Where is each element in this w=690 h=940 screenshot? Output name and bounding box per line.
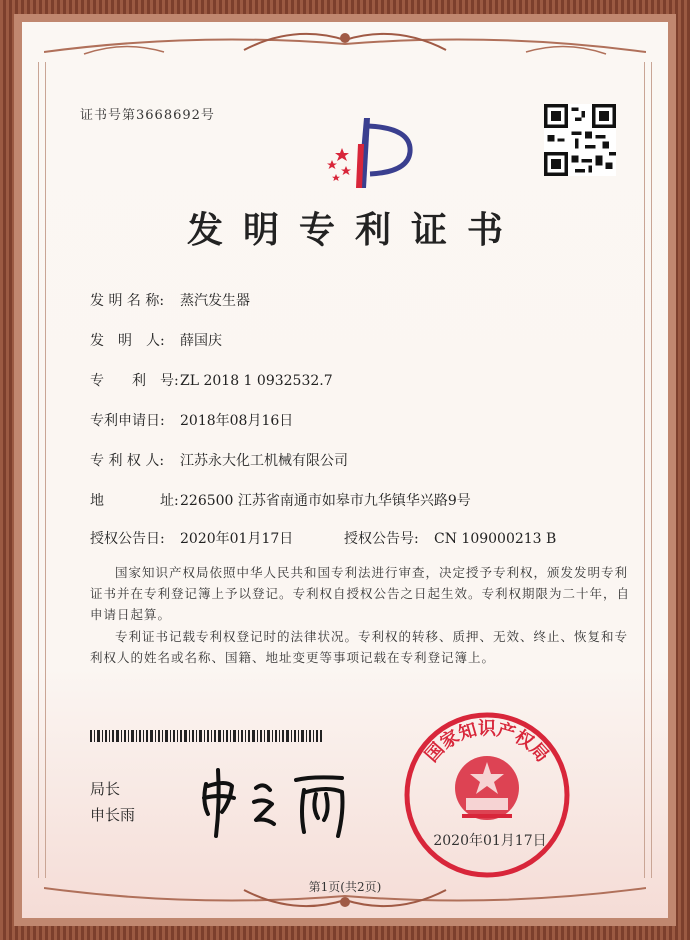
field-value: CN 109000213 B [434, 531, 557, 547]
top-ornament [44, 22, 646, 60]
field-label: 专利申请日: [90, 413, 165, 429]
seal-date: 2020年01月17日 [433, 833, 547, 849]
field-label: 地 址: [90, 493, 179, 509]
seal-arc-text: 国家知识产权局 [421, 718, 553, 767]
field-value: 薛国庆 [180, 333, 222, 349]
signatory-name: 申长雨 [90, 806, 136, 824]
qr-code [544, 104, 616, 176]
field-label: 授权公告号: [344, 531, 419, 547]
signatory-role: 局长 [90, 780, 121, 798]
field-patent-number [90, 370, 333, 390]
field-label: 发 明 人: [90, 333, 165, 349]
official-seal [402, 710, 572, 880]
legal-status-statement: 专利证书记载专利权登记时的法律状况。专利权的转移、质押、无效、终止、恢复和专利权人的姓名或名称、国籍、地址变更等事项记载在专利登记簿上。 [90, 629, 629, 665]
field-grant-date [90, 528, 293, 548]
field-grant-number [344, 528, 556, 548]
certificate-number: 证书号第3668692号 [80, 108, 215, 123]
right-border-line [644, 62, 652, 878]
field-invention-name [90, 290, 250, 310]
field-label: 专 利 号: [90, 373, 179, 389]
field-value: 226500 江苏省南通市如皋市九华镇华兴路9号 [180, 493, 471, 509]
field-patentee [90, 450, 348, 470]
field-label: 发 明 名 称: [90, 293, 165, 309]
grant-statement: 国家知识产权局依照中华人民共和国专利法进行审查，决定授予专利权，颁发发明专利证书并在专利登记簿上予以登记。专利权自授权公告之日起生效。专利权期限为二十年，自申请日起算。 [90, 565, 631, 622]
field-value: 江苏永大化工机械有限公司 [180, 453, 348, 469]
cnipa-logo [312, 114, 422, 194]
left-border-line [38, 62, 46, 878]
field-inventor [90, 330, 222, 350]
field-label: 专 利 权 人: [90, 453, 165, 469]
field-value: ZL 2018 1 0932532.7 [180, 373, 333, 389]
barcode [90, 730, 322, 742]
page-number: 第1页(共2页) [308, 880, 382, 894]
field-value: 2020年01月17日 [180, 531, 294, 547]
field-label: 授权公告日: [90, 531, 165, 547]
certificate-title: 发明专利证书 [186, 209, 523, 251]
field-value: 蒸汽发生器 [180, 293, 250, 309]
field-filing-date [90, 410, 293, 430]
certificate-paper [22, 22, 668, 918]
handwritten-signature [192, 762, 372, 842]
field-address [90, 490, 471, 510]
field-value: 2018年08月16日 [180, 413, 294, 429]
